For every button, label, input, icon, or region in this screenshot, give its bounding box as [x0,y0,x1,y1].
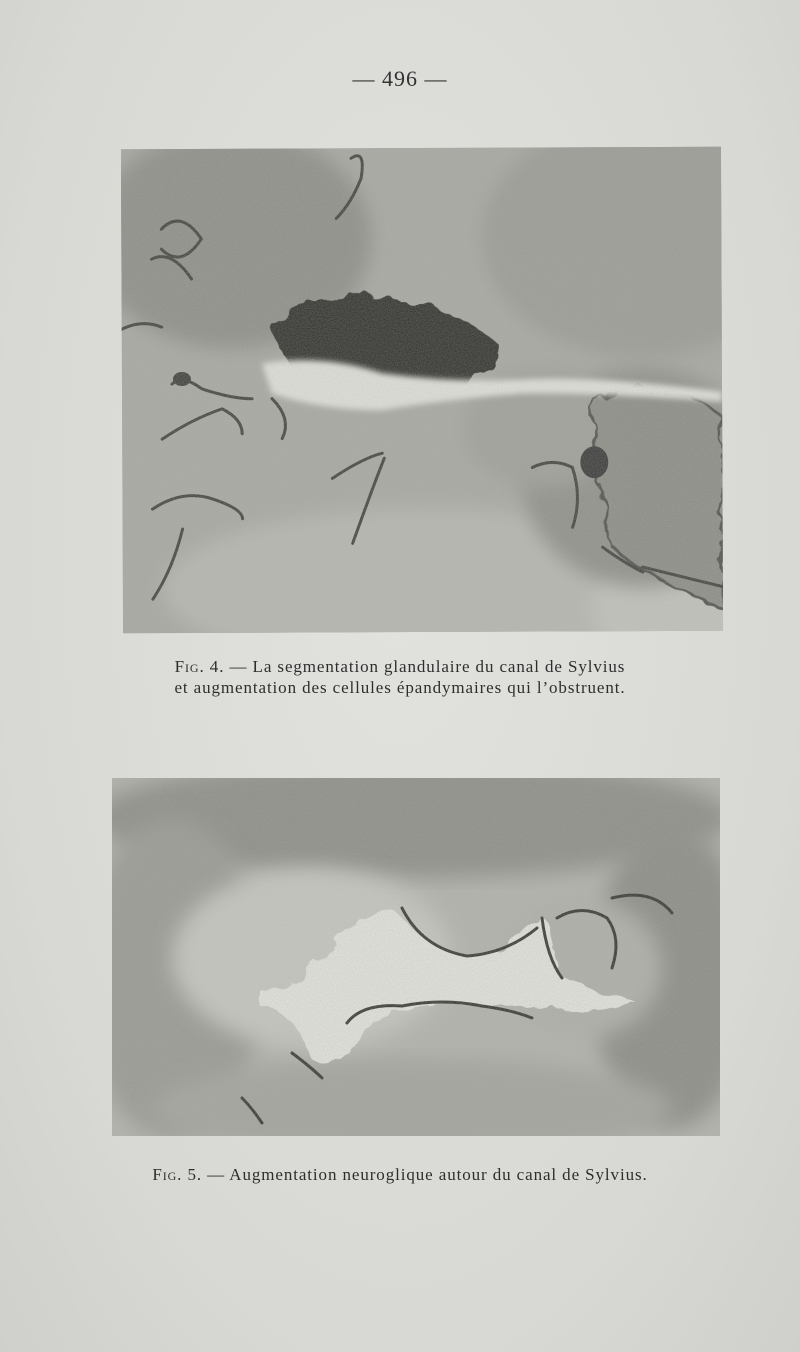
figure-4-label: Fig. 4. [174,657,225,676]
figure-5-label: Fig. 5. [152,1165,203,1184]
figure-5-caption [0,1164,800,1185]
figure-5-caption-line-1 [0,1164,800,1185]
figure-4-caption-line-2: et augmentation des cellules épandymaires qui l’obstruent. [174,678,626,697]
figure-4-caption-line-1 [0,656,800,677]
figure-4-caption [0,656,800,698]
figure-5-micrograph [112,778,720,1136]
figure-4-caption-text-1: — La segmentation glandulaire du canal de Sylvius [229,657,626,676]
figure-4-micrograph [121,147,723,634]
page-number: — 496 — [352,66,448,91]
figure-5-caption-text-1: — Augmentation neuroglique autour du canal de Sylvius. [207,1165,648,1184]
